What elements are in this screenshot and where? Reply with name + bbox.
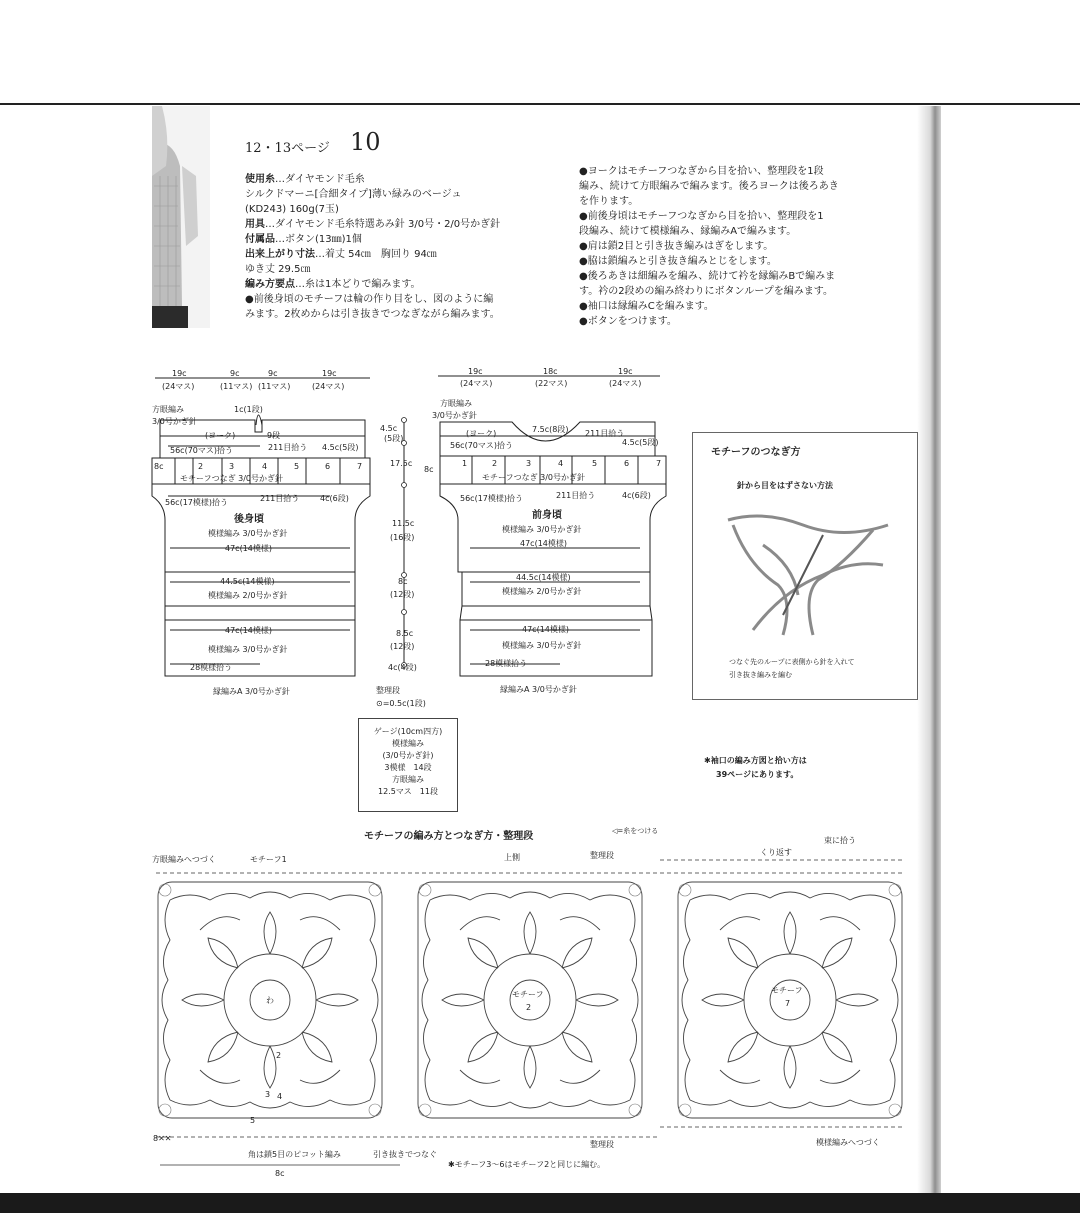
back-motif-4: 4 [262, 462, 268, 471]
front-width-1: 19c [468, 367, 483, 376]
label-to-grid: 方眼編みへつづく [152, 855, 216, 864]
round-2: 2 [276, 1051, 282, 1060]
back-dim45: 4.5c(5段) [322, 443, 359, 452]
join-caption-1: つなぐ先のループに表側から針を入れて [729, 658, 855, 666]
dim-175c: 17.5c [390, 459, 413, 468]
back-width-2: 9c [230, 369, 240, 378]
back-motif-3: 3 [229, 462, 235, 471]
dim-85c: 8.5c [396, 629, 414, 638]
label-row-top: 整理段 [590, 851, 614, 860]
join-subtitle: 針から目をはずさない方法 [737, 481, 833, 490]
label-motif1: モチーフ1 [250, 855, 287, 864]
back-pick56b: 56c(17模様)拾う [165, 498, 228, 507]
front-w47b: 47c(14模様) [522, 625, 569, 634]
back-placket-hook: 3/0号かぎ針 [152, 417, 197, 426]
front-pick211: 211目拾う [585, 429, 625, 438]
label-row-bottom: 整理段 [590, 1140, 614, 1149]
sleeve-note-2: 39ページにあります。 [716, 770, 799, 779]
front-placket: 方眼編み [440, 399, 472, 408]
dim-45c: 4.5c [380, 424, 398, 433]
front-edge: 縁編みA 3/0号かぎ針 [500, 685, 577, 694]
label-bundle: 束に拾う [824, 836, 856, 845]
front-count-1: (24マス) [460, 379, 493, 388]
yarn-line2: シルクドマーニ[合細タイプ]薄い緑みのベージュ [245, 189, 462, 200]
back-count-1: (24マス) [162, 382, 195, 391]
front-pick56: 56c(70マス)拾う [450, 441, 513, 450]
label-motif7: モチーフ [771, 986, 803, 995]
label-to-pattern: 模様編みへつづく [816, 1138, 880, 1147]
round-3: 3 [265, 1090, 271, 1099]
round-5: 5 [250, 1116, 256, 1125]
back-motif-7: 7 [357, 462, 363, 471]
back-count-3: (11マス) [258, 382, 291, 391]
front-motif-join: モチーフつなぎ 3/0号かぎ針 [482, 473, 586, 482]
back-w47: 47c(14模様) [225, 544, 272, 553]
join-caption-2: 引き抜き編みを編む [729, 671, 792, 679]
label-motif2: モチーフ [512, 990, 544, 999]
notions-label: 付属品 [245, 234, 275, 245]
row-legend: ⊙=0.5c(1段) [376, 699, 426, 708]
label-width-8c: 8c [275, 1169, 285, 1178]
instruction-line: ●ヨークはモチーフつなぎから目を拾い、整理段を1段 [579, 166, 824, 177]
dim-12rows-b: (12段) [390, 642, 415, 651]
yarn-label: 使用糸 [245, 174, 275, 185]
front-motif-7: 7 [656, 459, 662, 468]
tools-text: …ダイヤモンド毛糸特選あみ針 3/0号・2/0号かぎ針 [265, 219, 501, 230]
size-label: 出来上がり寸法 [245, 249, 315, 260]
back-motif-6: 6 [325, 462, 331, 471]
front-pick28: 28模様拾う [485, 659, 528, 668]
front-motif-5: 5 [592, 459, 598, 468]
front-dim45: 4.5c(5段) [622, 438, 659, 447]
back-pick211b: 211目拾う [260, 494, 300, 503]
back-pattern1: 模様編み 3/0号かぎ針 [208, 529, 288, 538]
back-width-3: 9c [268, 369, 278, 378]
dim-8c: 8c [398, 577, 408, 586]
front-8c: 8c [424, 465, 434, 474]
label-motif7-num: 7 [785, 999, 791, 1008]
front-motif-2: 2 [492, 459, 498, 468]
back-w47b: 47c(14模様) [225, 626, 272, 635]
front-w445: 44.5c(14模様) [516, 573, 571, 582]
gauge-line: 模様編み [392, 739, 424, 748]
back-count-4: (24マス) [312, 382, 345, 391]
back-placket: 方眼編み [152, 405, 184, 414]
gauge-title: ゲージ(10cm四方) [373, 727, 443, 736]
points-label: 編み方要点 [245, 279, 295, 290]
label-note: ✱モチーフ3〜6はモチーフ2と同じに編む。 [448, 1160, 606, 1169]
dim-16rows: (16段) [390, 533, 415, 542]
instruction-line: を作ります。 [579, 196, 639, 207]
front-motif-3: 3 [526, 459, 532, 468]
dim-115c: 11.5c [392, 519, 415, 528]
back-pick56: 56c(70マス)拾う [170, 446, 233, 455]
bottom-start: 8✕✕ [153, 1134, 172, 1143]
instruction-line: ●後ろあきは細編みを編み、続けて衿を縁編みBで編みま [579, 271, 836, 282]
front-pattern2: 模様編み 2/0号かぎ針 [502, 587, 582, 596]
instruction-line: ●ボタンをつけます。 [579, 316, 677, 327]
gauge-line: (3/0号かぎ針) [382, 751, 434, 760]
front-pick56b: 56c(17模様)拾う [460, 494, 523, 503]
front-pattern3: 模様編み 3/0号かぎ針 [502, 641, 582, 650]
front-width-3: 19c [618, 367, 633, 376]
front-placket-hook: 3/0号かぎ針 [432, 411, 477, 420]
instruction-line: 段編み、続けて模様編み、縁編みAで編みます。 [579, 226, 797, 237]
size-text: …着丈 54㎝ 胸回り 94㎝ [315, 249, 437, 260]
page-reference: 12・13ページ [245, 141, 330, 156]
back-9-rows: 9段 [267, 431, 281, 440]
back-1cm: 1c(1段) [234, 405, 263, 414]
back-motif-2: 2 [198, 462, 204, 471]
back-pattern2: 模様編み 2/0号かぎ針 [208, 591, 288, 600]
sleeve-note-1: ✱袖口の編み方図と拾い方は [704, 756, 807, 765]
back-edge: 縁編みA 3/0号かぎ針 [213, 687, 290, 696]
instruction-line: ●袖口は縁編みCを編みます。 [579, 301, 714, 312]
notions-text: …ボタン(13㎜)1個 [275, 234, 362, 245]
front-count-2: (22マス) [535, 379, 568, 388]
dim-4c: 4c(4段) [388, 663, 417, 672]
join-title: モチーフのつなぎ方 [711, 447, 801, 458]
sleeve-length: ゆき丈 29.5㎝ [245, 264, 311, 275]
label-motif2-num: 2 [526, 1003, 532, 1012]
gauge-line: 方眼編み [392, 775, 424, 784]
back-pattern3: 模様編み 3/0号かぎ針 [208, 645, 288, 654]
front-motif-1: 1 [462, 459, 468, 468]
instruction-line: ●前後身頃はモチーフつなぎから目を拾い、整理段を1 [579, 211, 824, 222]
front-width-2: 18c [543, 367, 558, 376]
front-pattern1: 模様編み 3/0号かぎ針 [502, 525, 582, 534]
gauge-line: 3模様 14段 [384, 763, 432, 772]
pattern-number: 10 [350, 128, 381, 156]
front-title: 前身頃 [532, 510, 562, 521]
label-slip-join: 引き抜きでつなぐ [373, 1150, 437, 1159]
back-count-2: (11マス) [220, 382, 253, 391]
back-8c: 8c [154, 462, 164, 471]
points-text: …糸は1本どりで編みます。 [295, 279, 421, 290]
back-dim4: 4c(6段) [320, 494, 349, 503]
round-4: 4 [277, 1092, 283, 1101]
back-motif-5: 5 [294, 462, 300, 471]
dim-12rows: (12段) [390, 590, 415, 599]
instruction-line: す。衿の2段めの編み終わりにボタンループを編みます。 [579, 286, 834, 297]
gauge-line: 12.5マス 11段 [378, 787, 438, 796]
front-count-3: (24マス) [609, 379, 642, 388]
instruction-line: ●脇は鎖編みと引き抜き編みとじをします。 [579, 256, 777, 267]
motif-legend: ◁=糸をつける [612, 827, 659, 835]
label-upper: 上側 [504, 853, 520, 862]
motif-section-title: モチーフの編み方とつなぎ方・整理段 [364, 831, 534, 842]
label-repeat: くり返す [760, 848, 792, 857]
front-motif-4: 4 [558, 459, 564, 468]
instruction-line: ●肩は鎖2目と引き抜き編みはぎをします。 [579, 241, 774, 252]
yarn-line3: (KD243) 160g(7玉) [245, 204, 339, 215]
back-w445: 44.5c(14模様) [220, 577, 275, 586]
tools-label: 用具 [245, 219, 265, 230]
instruction-line: 編み、続けて方眼編みで編みます。後ろヨークは後ろあき [579, 181, 839, 192]
back-width-1: 19c [172, 369, 187, 378]
back-yoke-label: (ヨーク) [205, 431, 236, 440]
label-ring: わ [266, 996, 274, 1005]
yarn-brand: …ダイヤモンド毛糸 [275, 174, 365, 185]
front-yoke-label: (ヨーク) [466, 429, 497, 438]
point-line1: ●前後身頃のモチーフは輪の作り目をし、図のように編 [245, 294, 494, 305]
front-pick211b: 211目拾う [556, 491, 596, 500]
back-pick28: 28模様拾う [190, 663, 233, 672]
back-pick211: 211目拾う [268, 443, 308, 452]
front-w47: 47c(14模様) [520, 539, 567, 548]
point-line2: みます。2枚めからは引き抜きでつなぎながら編みます。 [245, 309, 500, 320]
dim-5rows: (5段) [384, 434, 404, 443]
front-dim4: 4c(6段) [622, 491, 651, 500]
back-title: 後身頃 [234, 514, 264, 525]
label-picot: 角は鎖5目のピコット編み [248, 1150, 341, 1159]
back-width-4: 19c [322, 369, 337, 378]
row-label: 整理段 [376, 686, 400, 695]
front-neck: 7.5c(8段) [532, 425, 569, 434]
back-motif-join: モチーフつなぎ 3/0号かぎ針 [180, 474, 284, 483]
front-motif-6: 6 [624, 459, 630, 468]
